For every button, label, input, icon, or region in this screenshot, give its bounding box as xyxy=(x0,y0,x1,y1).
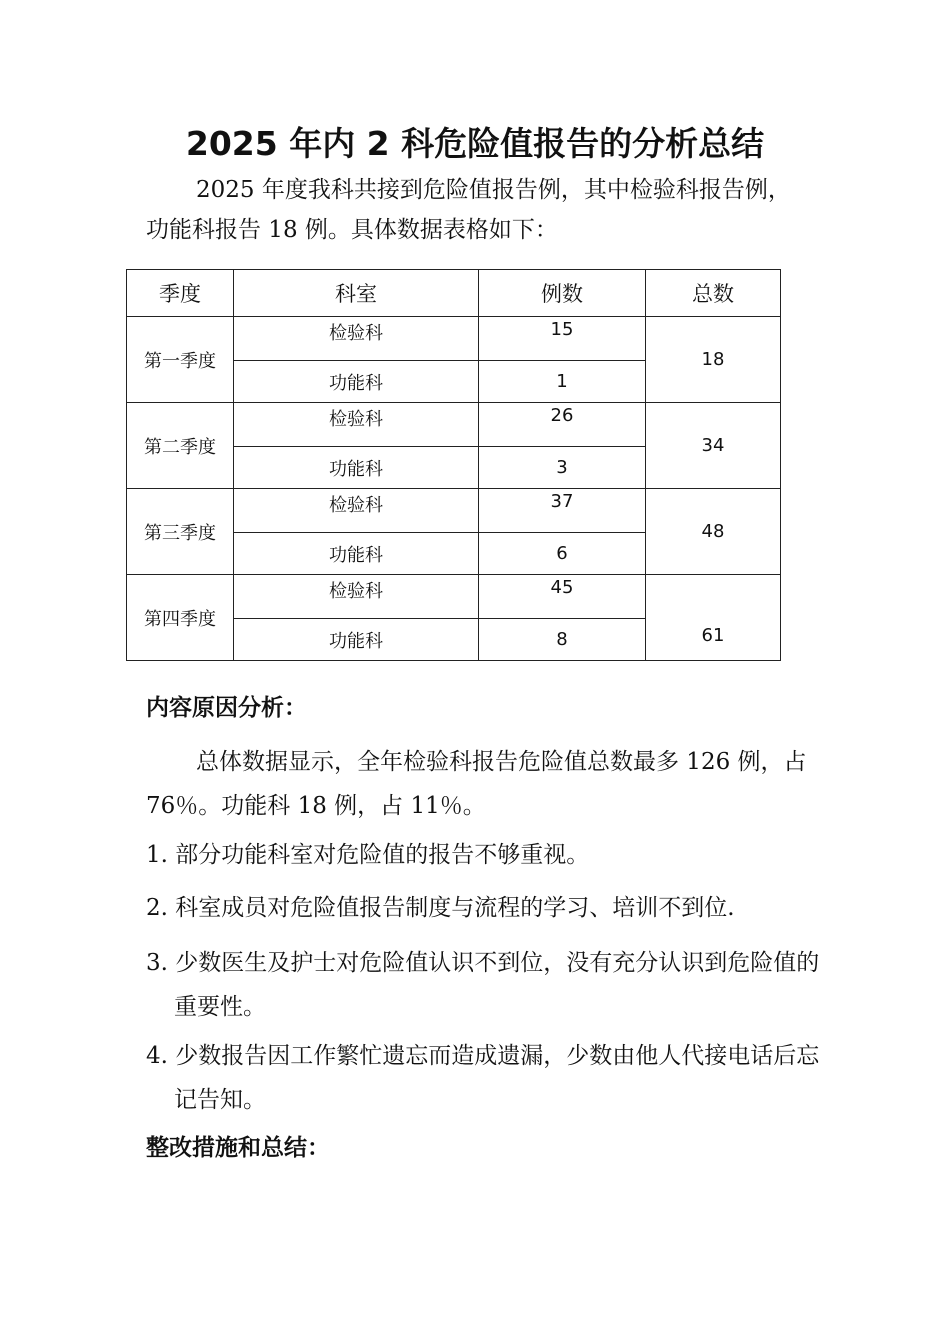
total-cell: 18 xyxy=(646,317,781,403)
total-cell: 34 xyxy=(646,403,781,489)
table-header-row xyxy=(127,270,781,317)
count-cell: 1 xyxy=(479,361,646,403)
count-cell: 37 xyxy=(479,489,646,533)
count-cell: 8 xyxy=(479,619,646,661)
analysis-summary: 总体数据显示，全年检验科报告危险值总数最多 126 例，占 76％。功能科 18 例，占 11％。 xyxy=(146,749,807,819)
analysis-item-3: 3. 少数医生及护士对危险值认识不到位，没有充分认识到危险值的重要性。 xyxy=(146,950,820,1020)
analysis-heading: 内容原因分析： xyxy=(146,695,307,721)
count-cell: 3 xyxy=(479,447,646,489)
count-cell: 15 xyxy=(479,317,646,361)
quarterly-report-table xyxy=(126,269,781,661)
quarter-cell: 第三季度 xyxy=(127,489,234,575)
department-cell: 检验科 xyxy=(234,403,479,447)
document-title: 2025 年内 2 科危险值报告的分析总结 xyxy=(185,124,765,163)
count-cell: 45 xyxy=(479,575,646,619)
quarter-cell: 第二季度 xyxy=(127,403,234,489)
analysis-item-4: 4. 少数报告因工作繁忙遗忘而造成遗漏，少数由他人代接电话后忘记告知。 xyxy=(146,1043,820,1113)
header-department: 科室 xyxy=(234,270,479,317)
table-row xyxy=(127,489,781,533)
department-cell: 功能科 xyxy=(234,361,479,403)
department-cell: 功能科 xyxy=(234,447,479,489)
department-cell: 检验科 xyxy=(234,489,479,533)
quarter-cell: 第一季度 xyxy=(127,317,234,403)
header-quarter: 季度 xyxy=(127,270,234,317)
department-cell: 功能科 xyxy=(234,619,479,661)
table-row xyxy=(127,317,781,361)
table-row xyxy=(127,575,781,619)
header-count: 例数 xyxy=(479,270,646,317)
table-row xyxy=(127,403,781,447)
analysis-item-1: 1. 部分功能科室对危险值的报告不够重视。 xyxy=(146,842,590,868)
department-cell: 功能科 xyxy=(234,533,479,575)
department-cell: 检验科 xyxy=(234,575,479,619)
quarter-cell: 第四季度 xyxy=(127,575,234,661)
count-cell: 26 xyxy=(479,403,646,447)
intro-paragraph: 2025 年度我科共接到危险值报告例，其中检验科报告例，功能科报告 18 例。具体数据表格如下： xyxy=(146,177,791,243)
analysis-item-2: 2. 科室成员对危险值报告制度与流程的学习、培训不到位. xyxy=(146,895,735,921)
count-cell: 6 xyxy=(479,533,646,575)
department-cell: 检验科 xyxy=(234,317,479,361)
total-cell: 48 xyxy=(646,489,781,575)
measures-heading: 整改措施和总结： xyxy=(146,1135,330,1161)
total-cell: 61 xyxy=(646,575,781,661)
header-total: 总数 xyxy=(646,270,781,317)
